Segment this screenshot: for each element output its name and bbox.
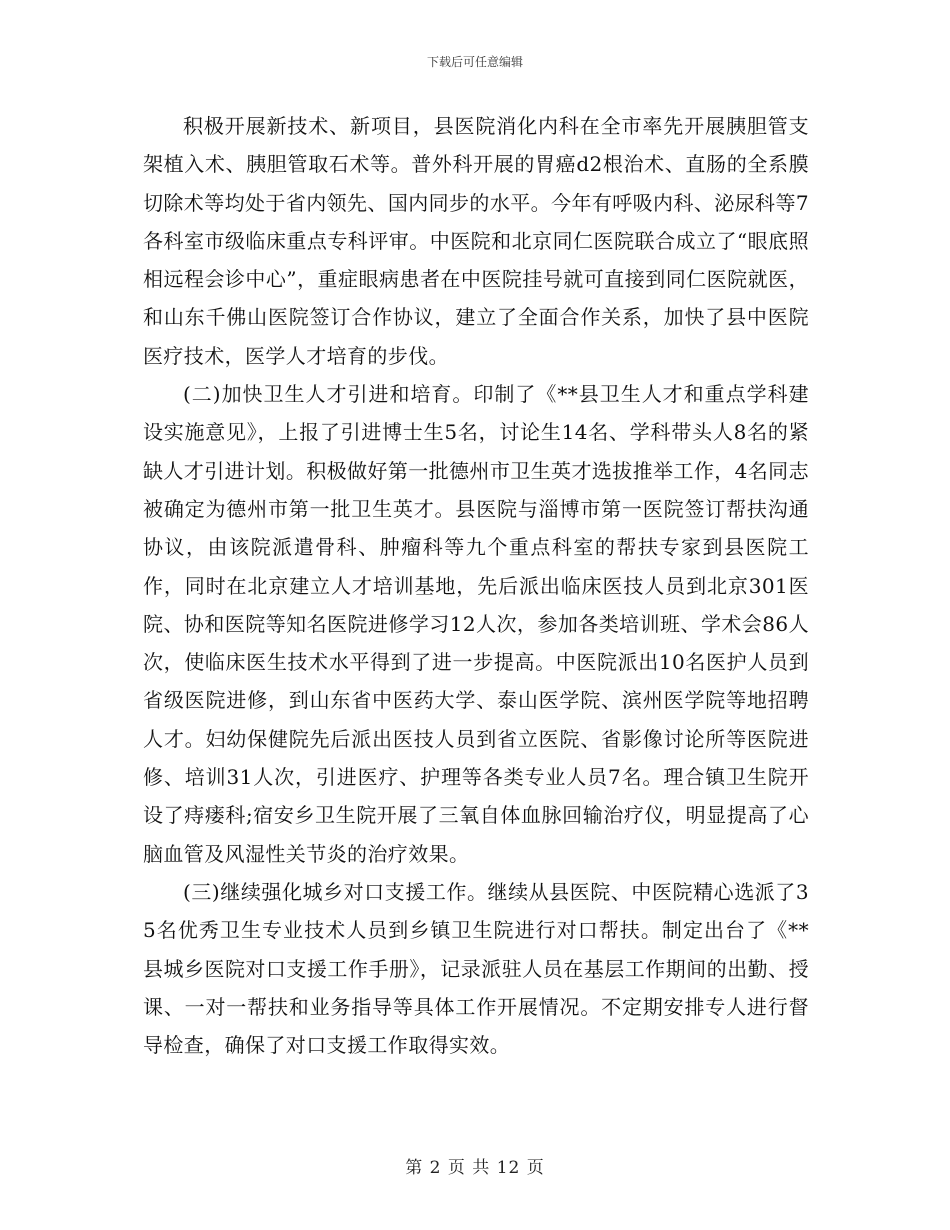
paragraph-counterpart-support: (三)继续强化城乡对口支援工作。继续从县医院、中医院精心选派了35名优秀卫生专业技术人员到乡镇卫生院进行对口帮扶。制定出台了《**县城乡医院对口支援工作手册》，记录派驻人员在基层工作期间的出勤、授课、一对一帮扶和业务指导等具体工作开展情况。不定期安排专人进行督导检查，确保了对口支援工作取得实效。 [143,879,809,1058]
paragraph-new-technology: 积极开展新技术、新项目，县医院消化内科在全市率先开展胰胆管支架植入术、胰胆管取石术等。普外科开展的胃癌d2根治术、直肠的全系膜切除术等均处于省内领先、国内同步的水平。今年有呼吸内科、泌尿科等7各科室市级临床重点专科评审。中医院和北京同仁医院联合成立了“眼底照相远程会诊中心”，重症眼病患者在中医院挂号就可直接到同仁医院就医，和山东千佛山医院签订合作协议，建立了全面合作关系，加快了县中医院医疗技术，医学人才培育的步伐。 [143,114,809,368]
document-body [143,107,809,1064]
page-number: 第 2 页 共 12 页 [405,1158,545,1178]
page-header: 下载后可任意编辑 [426,55,523,69]
paragraph-talent-introduction: (二)加快卫生人才引进和培育。印制了《**县卫生人才和重点学科建设实施意见》，上报了引进博士生5名，讨论生14名、学科带头人8名的紧缺人才引进计划。积极做好第一批德州市卫生英才选拔推举工作，4名同志被确定为德州市第一批卫生英才。县医院与淄博市第一医院签订帮扶沟通协议，由该院派遣骨科、肿瘤科等九个重点科室的帮扶专家到县医院工作，同时在北京建立人才培训基地，先后派出临床医技人员到北京301医院、协和医院等知名医院进修学习12人次，参加各类培训班、学术会86人次，使临床医生技术水平得到了进一步提高。中医院派出10名医护人员到省级医院进修，到山东省中医药大学、泰山医学院、滨州医学院等地招聘人才。妇幼保健院先后派出医技人员到省立医院、省影像讨论所等医院进修、培训31人次，引进医疗、护理等各类专业人员7名。理合镇卫生院开设了痔瘘科;宿安乡卫生院开展了三氧自体血脉回输治疗仪，明显提高了心脑血管及风湿性关节炎的治疗效果。 [143,382,809,866]
